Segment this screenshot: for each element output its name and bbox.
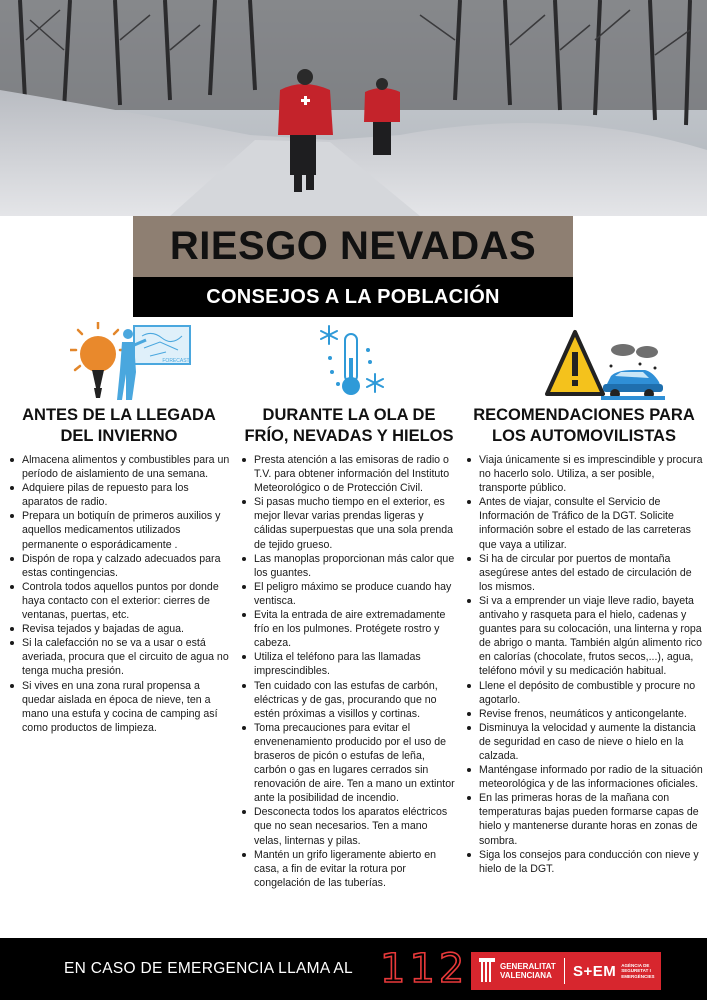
page-title: RIESGO NEVADAS	[169, 224, 537, 268]
list-item: En las primeras horas de la mañana con temperaturas bajas pueden formarse capas de hielo y mantenerse durante horas en zonas de sombra.	[465, 791, 703, 847]
list-item: Evita la entrada de aire extremadamente frío en los pulmones. Protégete rostro y cabeza.	[240, 608, 458, 650]
list-item: Controla todos aquellos puntos por donde haya contacto con el exterior: cierres de ventanas, puertas, etc.	[8, 580, 230, 622]
list-item: Las manoplas proporcionan más calor que los guantes.	[240, 552, 458, 580]
section-heading: RECOMENDACIONES PARA LOS AUTOMOVILISTAS	[473, 406, 695, 445]
list-item: Ten cuidado con las estufas de carbón, eléctricas y de gas, procurando que no estén próximas a visillos y cortinas.	[240, 679, 458, 721]
section-heading: ANTES DE LA LLEGADA DEL INVIERNO	[22, 406, 216, 445]
section-drivers	[465, 405, 703, 876]
list-item: Disminuya la velocidad y aumente la distancia de seguridad en caso de nieve o hielo en la calzada.	[465, 721, 703, 763]
list-item: Si ha de circular por puertos de montaña asegúrese antes del estado de circulación de los mismos.	[465, 552, 703, 594]
coat-of-arms-icon	[479, 958, 495, 984]
list-item: Revisa tejados y bajadas de agua.	[8, 622, 230, 636]
list-item: Toma precauciones para evitar el envenenamiento producido por el uso de braseros de picón o estufas de leña, carbón o gas en lugares cerrados sin renovación de aire. Ten a mano un extintor ante la posibilidad de incendio.	[240, 721, 458, 806]
warning-car-icon	[545, 328, 665, 400]
logo-separator	[564, 958, 565, 984]
list-item: Almacena alimentos y combustibles para un período de aislamiento de una semana.	[8, 453, 230, 481]
list-item: Dispón de ropa y calzado adecuados para estas contingencias.	[8, 552, 230, 580]
list-item: Viaja únicamente si es imprescindible y procura no hacerlo solo. Utiliza, a ser posible, transporte público.	[465, 453, 703, 495]
logo-gv-text: GENERALITAT VALENCIANA	[500, 962, 556, 980]
list-item: Utiliza el teléfono para las llamadas imprescindibles.	[240, 650, 458, 678]
hero-photo	[0, 0, 707, 216]
list-item: Revise frenos, neumáticos y anticongelante.	[465, 707, 703, 721]
list-item: Prepara un botiquín de primeros auxilios y aquellos medicamentos utilizados permanente o esporádicamente .	[8, 509, 230, 551]
thermometer-snowflake-icon	[318, 322, 388, 400]
subtitle-banner	[133, 277, 573, 317]
section-before-winter	[8, 405, 230, 735]
list-item: Antes de viajar, consulte el Servicio de Información de Tráfico de la DGT. Solicite información sobre el estado de las carreteras que vaya a utilizar.	[465, 495, 703, 551]
list-item: Siga los consejos para conducción con nieve y hielo de la DGT.	[465, 848, 703, 876]
list-item: Adquiere pilas de repuesto para los aparatos de radio.	[8, 481, 230, 509]
page-subtitle: CONSEJOS A LA POBLACIÓN	[206, 285, 500, 308]
advice-list	[8, 453, 230, 735]
list-item: Mantén un grifo ligeramente abierto en casa, a fin de evitar la rotura por congelación de las tuberías.	[240, 848, 458, 890]
svg-text:FORECAST: FORECAST	[162, 358, 190, 364]
list-item: Desconecta todos los aparatos eléctricos que no sean necesarios. Ten a mano velas, linternas y pilas.	[240, 805, 458, 847]
list-item: Llene el depósito de combustible y procure no agotarlo.	[465, 679, 703, 707]
advice-list	[465, 453, 703, 876]
section-during-cold	[240, 405, 458, 890]
emergency-number: 112	[380, 946, 469, 992]
list-item: Si va a emprender un viaje lleve radio, bayeta antivaho y rasqueta para el hielo, cadenas y guantes para su colocación, una linterna y ropa de abrigo o manta. También algún alimento rico en calorías (chocolate, frutos secos,...), agua, teléfono móvil y su medicación habitual.	[465, 594, 703, 679]
list-item: El peligro máximo se produce cuando hay ventisca.	[240, 580, 458, 608]
logo-sem-text: S+EM	[573, 962, 617, 980]
lightbulb-forecast-icon	[70, 322, 195, 400]
section-heading: DURANTE LA OLA DE FRÍO, NEVADAS Y HIELOS	[244, 406, 454, 445]
list-item: Si pasas mucho tiempo en el exterior, es mejor llevar varias prendas ligeras y cálidas superpuestas que una sola prenda de tejido grueso.	[240, 495, 458, 551]
list-item: Manténgase informado por radio de la situación meteorológica y de las informaciones oficiales.	[465, 763, 703, 791]
list-item: Si la calefacción no se va a usar o está averiada, procura que el circuito de agua no tenga mucha presión.	[8, 636, 230, 678]
emergency-text: EN CASO DE EMERGENCIA LLAMA AL	[64, 960, 353, 977]
logo-sem-subtext: AGÈNCIA DE SEGURETAT I EMERGÈNCIES	[621, 962, 655, 979]
agency-logo	[471, 952, 661, 990]
list-item: Si vives en una zona rural propensa a quedar aislada en época de nieve, ten a mano una estufa y cocina de camping así como productos de limpieza.	[8, 679, 230, 735]
advice-list	[240, 453, 458, 890]
title-banner	[133, 216, 573, 277]
list-item: Presta atención a las emisoras de radio o T.V. para obtener información del Instituto Meteorológico o de Protección Civil.	[240, 453, 458, 495]
